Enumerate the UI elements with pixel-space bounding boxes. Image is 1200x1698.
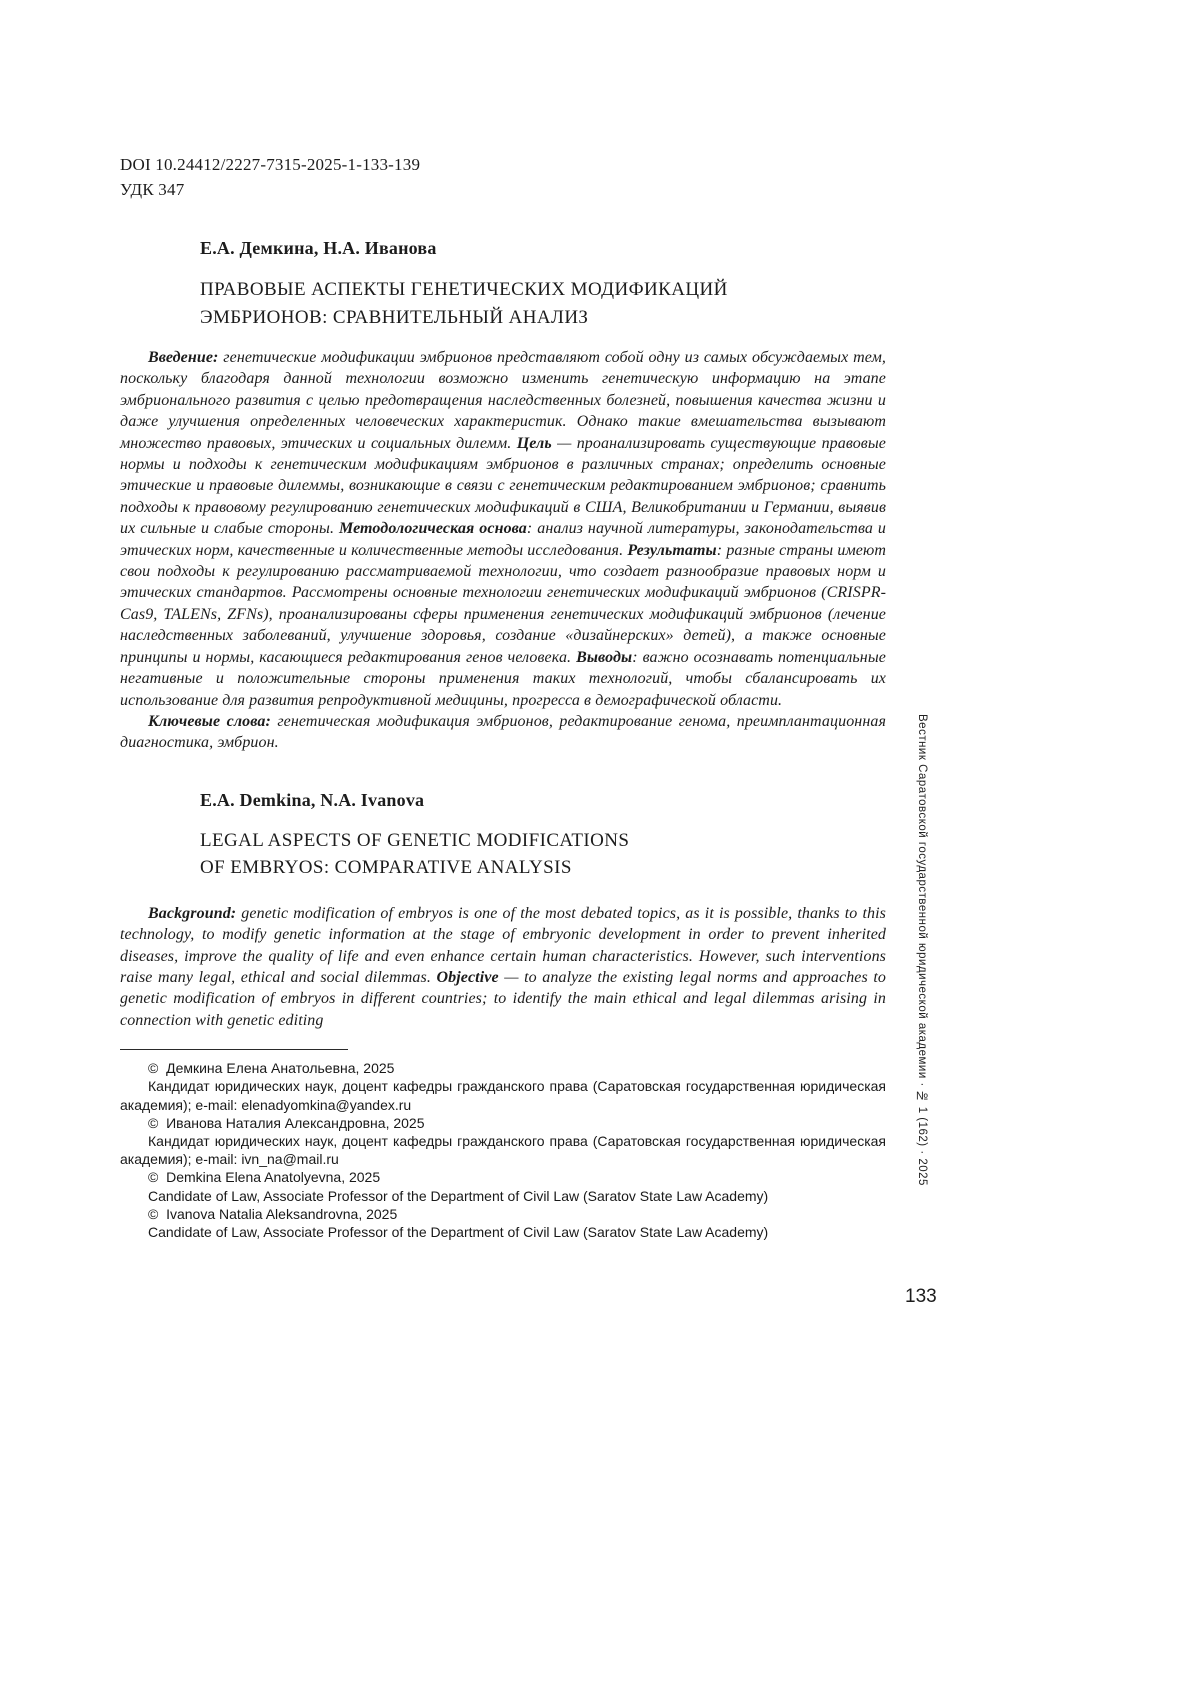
abstract-text: : разные страны имеют свои подходы к регулированию рассматриваемой технологии, что создает разнообразие правовых норм и этических стандартов. Рассмотрены основные технологии генетических модификаций эмбрионов (CRISPR-Cas9, TALENs, ZFNs), проанализированы сферы применения генетических модификаций эмбрионов (лечение наследственных заболеваний, улучшение здоровья, создание «дизайнерских» детей), а также основные принципы и нормы, касающиеся редактирования генов человека. [120,541,887,666]
abstract-text: genetic modification of embryos is one of the most debated topics, as it is possible, thanks to this technology, to modify genetic information at the stage of embryonic development in order to prevent inherited diseases, improve the quality of life and even enhance certain human characteristics. However, such interventions raise many legal, ethical and social dilemmas. [120,904,886,986]
footnote-line: Candidate of Law, Associate Professor of the Department of Civil Law (Saratov State Law Academy) [148,1187,769,1204]
abstract-text: — to analyze the existing legal norms and approaches to genetic modification of embryos in different countries; to identify the main ethical and legal dilemmas arising in connection with genetic editing [120,968,887,1029]
footnote-line: © Демкина Елена Анатольевна, 2025 [148,1060,395,1077]
keywords-text: генетическая модификация эмбрионов, редактирование генома, преимплантационная диагностика, эмбрион. [120,712,887,752]
abstract-lead-objective: Objective [436,968,499,986]
abstract-lead-vyvody: Выводы [576,648,633,666]
footnote-line: Candidate of Law, Associate Professor of the Department of Civil Law (Saratov State Law Academy) [148,1223,769,1240]
footnotes-block [120,1059,886,1241]
abstract-lead-metodologia: Методологическая основа [338,520,527,538]
footnote-line: Кандидат юридических наук, доцент кафедры гражданского права (Саратовская государственная юридическая академия); e-mail: ivn_na@mail.ru [120,1132,886,1168]
keywords-label: Ключевые слова: [148,712,271,730]
footnote-line: © Ivanova Natalia Aleksandrovna, 2025 [148,1205,398,1222]
abstract-lead-tsel: Цель [516,434,552,452]
footnote-line: © Demkina Elena Anatolyevna, 2025 [148,1169,381,1186]
title-english-line-1: LEGAL ASPECTS OF GENETIC MODIFICATIONS [200,829,630,851]
abstract-english [120,903,886,1031]
article-page-content [120,152,886,1241]
page-number: 133 [905,1286,937,1307]
title-english-line-2: OF EMBRYOS: COMPARATIVE ANALYSIS [200,857,572,879]
abstract-lead-background: Background: [148,904,237,922]
title-russian [120,276,886,331]
abstract-text: — проанализировать существующие правовые нормы и подходы к генетическим модификациям эмбрионов в различных странах; определить основные этические и правовые дилеммы, возникающие в связи с генетическим редактированием эмбрионов; сравнить подходы к правовому регулированию генетических модификаций в США, Великобритании и Германии, выявив их сильные и слабые стороны. [120,434,886,538]
title-russian-line-2: ЭМБРИОНОВ: СРАВНИТЕЛЬНЫЙ АНАЛИЗ [200,306,589,328]
abstract-lead-vvedenie: Введение: [148,349,219,366]
footnote-line: © Иванова Наталия Александровна, 2025 [148,1114,425,1131]
abstract-text: : анализ научной литературы, законодательства и этических норм, качественные и количественные методы исследования. [120,520,886,559]
abstract-text: генетические модификации эмбрионов представляют собой одну из самых обсуждаемых тем, поскольку благодаря данной технологии возможно изменить генетическую информацию на этапе эмбрионального развития с целью предотвращения наследственных болезней, повышения качества жизни и даже улучшения определенных человеческих характеристик. Однако такие вмешательства вызывают множество правовых, этических и социальных дилемм. [120,349,886,452]
title-english [120,827,886,882]
footnote-divider [120,1049,348,1050]
abstract-russian [120,347,886,711]
authors-english: E.A. Demkina, N.A. Ivanova [200,789,425,810]
doi-udc-block [120,152,886,202]
doi-line: DOI 10.24412/2227-7315-2025-1-133-139 [120,155,421,174]
authors-russian: Е.А. Демкина, Н.А. Иванова [200,238,437,258]
abstract-lead-rezultaty: Результаты [627,541,717,559]
footnote-line: Кандидат юридических наук, доцент кафедры гражданского права (Саратовская государственная юридическая академия); e-mail: elenadyomkina@yandex.ru [120,1078,886,1113]
abstract-text: : важно осознавать потенциальные негативные и положительные стороны применения таких технологий, чтобы сбалансировать их использование для развития репродуктивной медицины, прогресса в демографической области. [120,648,886,709]
udc-line: УДК 347 [120,180,185,199]
journal-sidebar-caption: Вестник Саратовской государственной юридической академии · № 1 (162) · 2025 [916,714,928,1186]
keywords-russian [120,711,886,754]
title-russian-line-1: ПРАВОВЫЕ АСПЕКТЫ ГЕНЕТИЧЕСКИХ МОДИФИКАЦИЙ [200,279,728,300]
